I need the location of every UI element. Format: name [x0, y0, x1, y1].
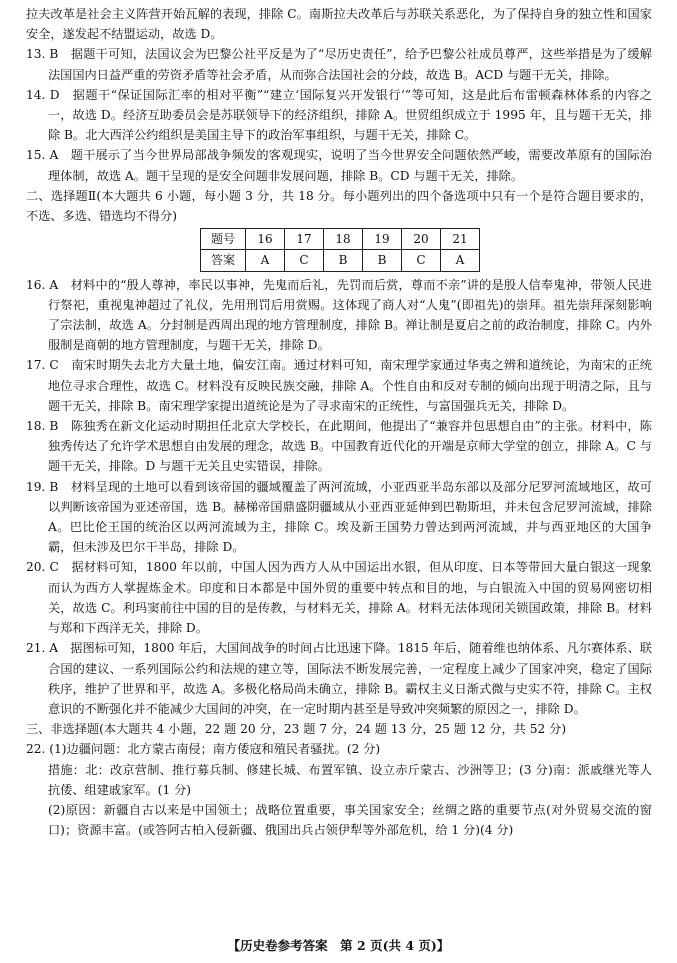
answer-14: 14. D 据题干“保证国际汇率的相对平衡”“建立‘国际复兴开发银行’”等可知，这是此后布雷顿森林体系的内容之一，故选 D。经济互助委员会是苏联领导下的经济组织，排除 A。世贸组织成立于 1995 年，且与题干无关，排除 B。北大西洋公约组织是美国主导下的政治军事组织，与题干无关，排除 C。: [26, 87, 652, 143]
answer-16: 16. A 材料中的“殷人尊神，率民以事神，先鬼而后礼，先罚而后赏，尊而不亲”讲的是殷人信奉鬼神，带领人民进行祭祀，重视鬼神超过了礼仪，先用刑罚后用赏赐。这体现了商人对“人鬼”(即祖先)的崇拜。祖先崇拜深刻影响了宗法制，故选 A。分封制是西周出现的地方管理制度，排除 B。禅让制是夏启之前的政治制度，排除 C。内外服制是商朝的地方管理制度，与题干无关，排除 D。: [26, 277, 652, 353]
section-2-heading: 二、选择题Ⅱ(本大题共 6 小题，每小题 3 分，共 18 分。每小题列出的四个备选项中只有一个是符合题目要求的，不选、多选、错选均不得分): [26, 188, 652, 224]
answer-table: [200, 228, 480, 271]
table-header-answer: 答案: [201, 250, 246, 271]
answer-19: 19. B 材料呈现的土地可以看到该帝国的疆域覆盖了两河流域，小亚西亚半岛东部以及部分尼罗河流域地区，故可以判断该帝国为亚述帝国，选 B。赫梯帝国鼎盛阴疆域从小亚西亚延伸到巴勒斯坦，并未包含尼罗河流域，排除 A。巴比伦王国的统治区以两河流域为主，排除 C。埃及新王国势力曾达到两河流域，并与西亚地区的大国争霸，但未涉及巴尔干半岛，排除 D。: [26, 479, 652, 555]
answer-cell: C: [285, 250, 324, 271]
answer-21: 21. A 据图标可知，1800 年后，大国间战争的时间占比迅速下降。1815 年后，随着维也纳体系、凡尔赛体系、联合国的建议、一系列国际公约和法规的建立等，国际法不断发展完善，一定程度上减少了国家冲突，稳定了国际秩序，维护了世界和平，故选 A。多极化格局尚未确立，排除 B。霸权主义日渐式微与史实不符，排除 C。主权意识的不断强化并不能减少大国间的冲突，在一定时期内甚至是导致冲突频繁的原因之一，排除 D。: [26, 641, 652, 716]
answer-table-answer-row: [201, 250, 480, 271]
answer-table-number-row: [201, 229, 480, 250]
answer-22-part-1: 22. (1)边疆问题：北方蒙古南侵；南方倭寇和殖民者骚扰。(2 分): [26, 742, 381, 757]
answer-22-part-2: (2)原因：新疆自古以来是中国领土；战略位置重要，事关国家安全；丝绸之路的重要节点(对外贸易交流的窗口)；资源丰富。(或答阿古柏入侵新疆、俄国出兵占领伊犁等外部危机，给 1 分)(4 分): [48, 802, 652, 838]
question-number: 16: [246, 229, 285, 250]
question-number: 20: [402, 229, 441, 250]
answer-cell: B: [324, 250, 363, 271]
answer-15: 15. A 题干展示了当今世界局部战争频发的客观现实，说明了当今世界安全问题依然严峻，需要改革原有的国际治理体制，故选 A。题干呈现的是安全问题非发展问题，排除 B。CD 与题干无关，排除。: [26, 148, 652, 183]
question-number: 19: [363, 229, 402, 250]
continued-paragraph: 拉夫改革是社会主义阵营开始瓦解的表现，排除 C。南斯拉夫改革后与苏联关系恶化，为了保持自身的独立性和国家安全，遂发起不结盟运动，故选 D。: [26, 7, 652, 42]
page-content: [26, 4, 652, 840]
answer-22-measures: 措施：北：改京营制、推行募兵制、修建长城、布置军镇、设立赤斤蒙古、沙洲等卫；(3 分)南：派戚继光等人抗倭、组建戚家军。(1 分): [48, 762, 652, 797]
answer-cell: A: [246, 250, 285, 271]
answer-17: 17. C 南宋时期失去北方大量土地，偏安江南。通过材料可知，南宋理学家通过华夷之辨和道统论，为南宋的正统地位寻求合理性，故选 C。材料没有反映民族交融，排除 A。个性自由和反对专制的倾向出现于明清之际，且与题干无关，排除 B。南宋理学家提出道统论是为了寻求南宋的正统性，与富国强兵无关，排除 D。: [26, 358, 652, 413]
answer-cell: C: [402, 250, 441, 271]
answer-cell: B: [363, 250, 402, 271]
answer-13: 13. B 据题干可知，法国议会为巴黎公社平反是为了“尽历史责任”，给予巴黎公社成员尊严，这些举措是为了缓解法国国内日益严重的劳资矛盾等社会矛盾，从而弥合法国社会的分歧，故选 B。ACD 与题干无关，排除。: [26, 47, 652, 82]
question-number: 18: [324, 229, 363, 250]
answer-20: 20. C 据材料可知，1800 年以前，中国人因为西方人从中国运出水银，但从印度、日本等带回大量白银这一现象而认为西方人掌握炼金术。印度和日本都是中国外贸的重要中转点和目的地，与白银流入中国的贸易网密切相关，故选 C。利玛窦前往中国的目的是传教，与材料无关，排除 A。材料无法体现闭关锁国政策，排除 B。材料与郑和下西洋无关，排除 D。: [26, 560, 652, 636]
question-number: 21: [441, 229, 480, 250]
section-3-heading: 三、非选择题(本大题共 4 小题，22 题 20 分，23 题 7 分，24 题 13 分，25 题 12 分，共 52 分): [26, 722, 567, 737]
answer-cell: A: [441, 250, 480, 271]
answer-18: 18. B 陈独秀在新文化运动时期担任北京大学校长，在此期间，他提出了“兼容并包思想自由”的主张。材料中，陈独秀传达了允许学术思想自由发展的理念，故选 B。中国教育近代化的开端是京师大学堂的创立，排除 A。C 与题干无关，排除。D 与题干无关且史实错误，排除。: [26, 419, 652, 474]
page-footer: 【历史卷参考答案 第 2 页(共 4 页)】: [227, 938, 450, 953]
question-number: 17: [285, 229, 324, 250]
table-header-number: 题号: [201, 229, 246, 250]
